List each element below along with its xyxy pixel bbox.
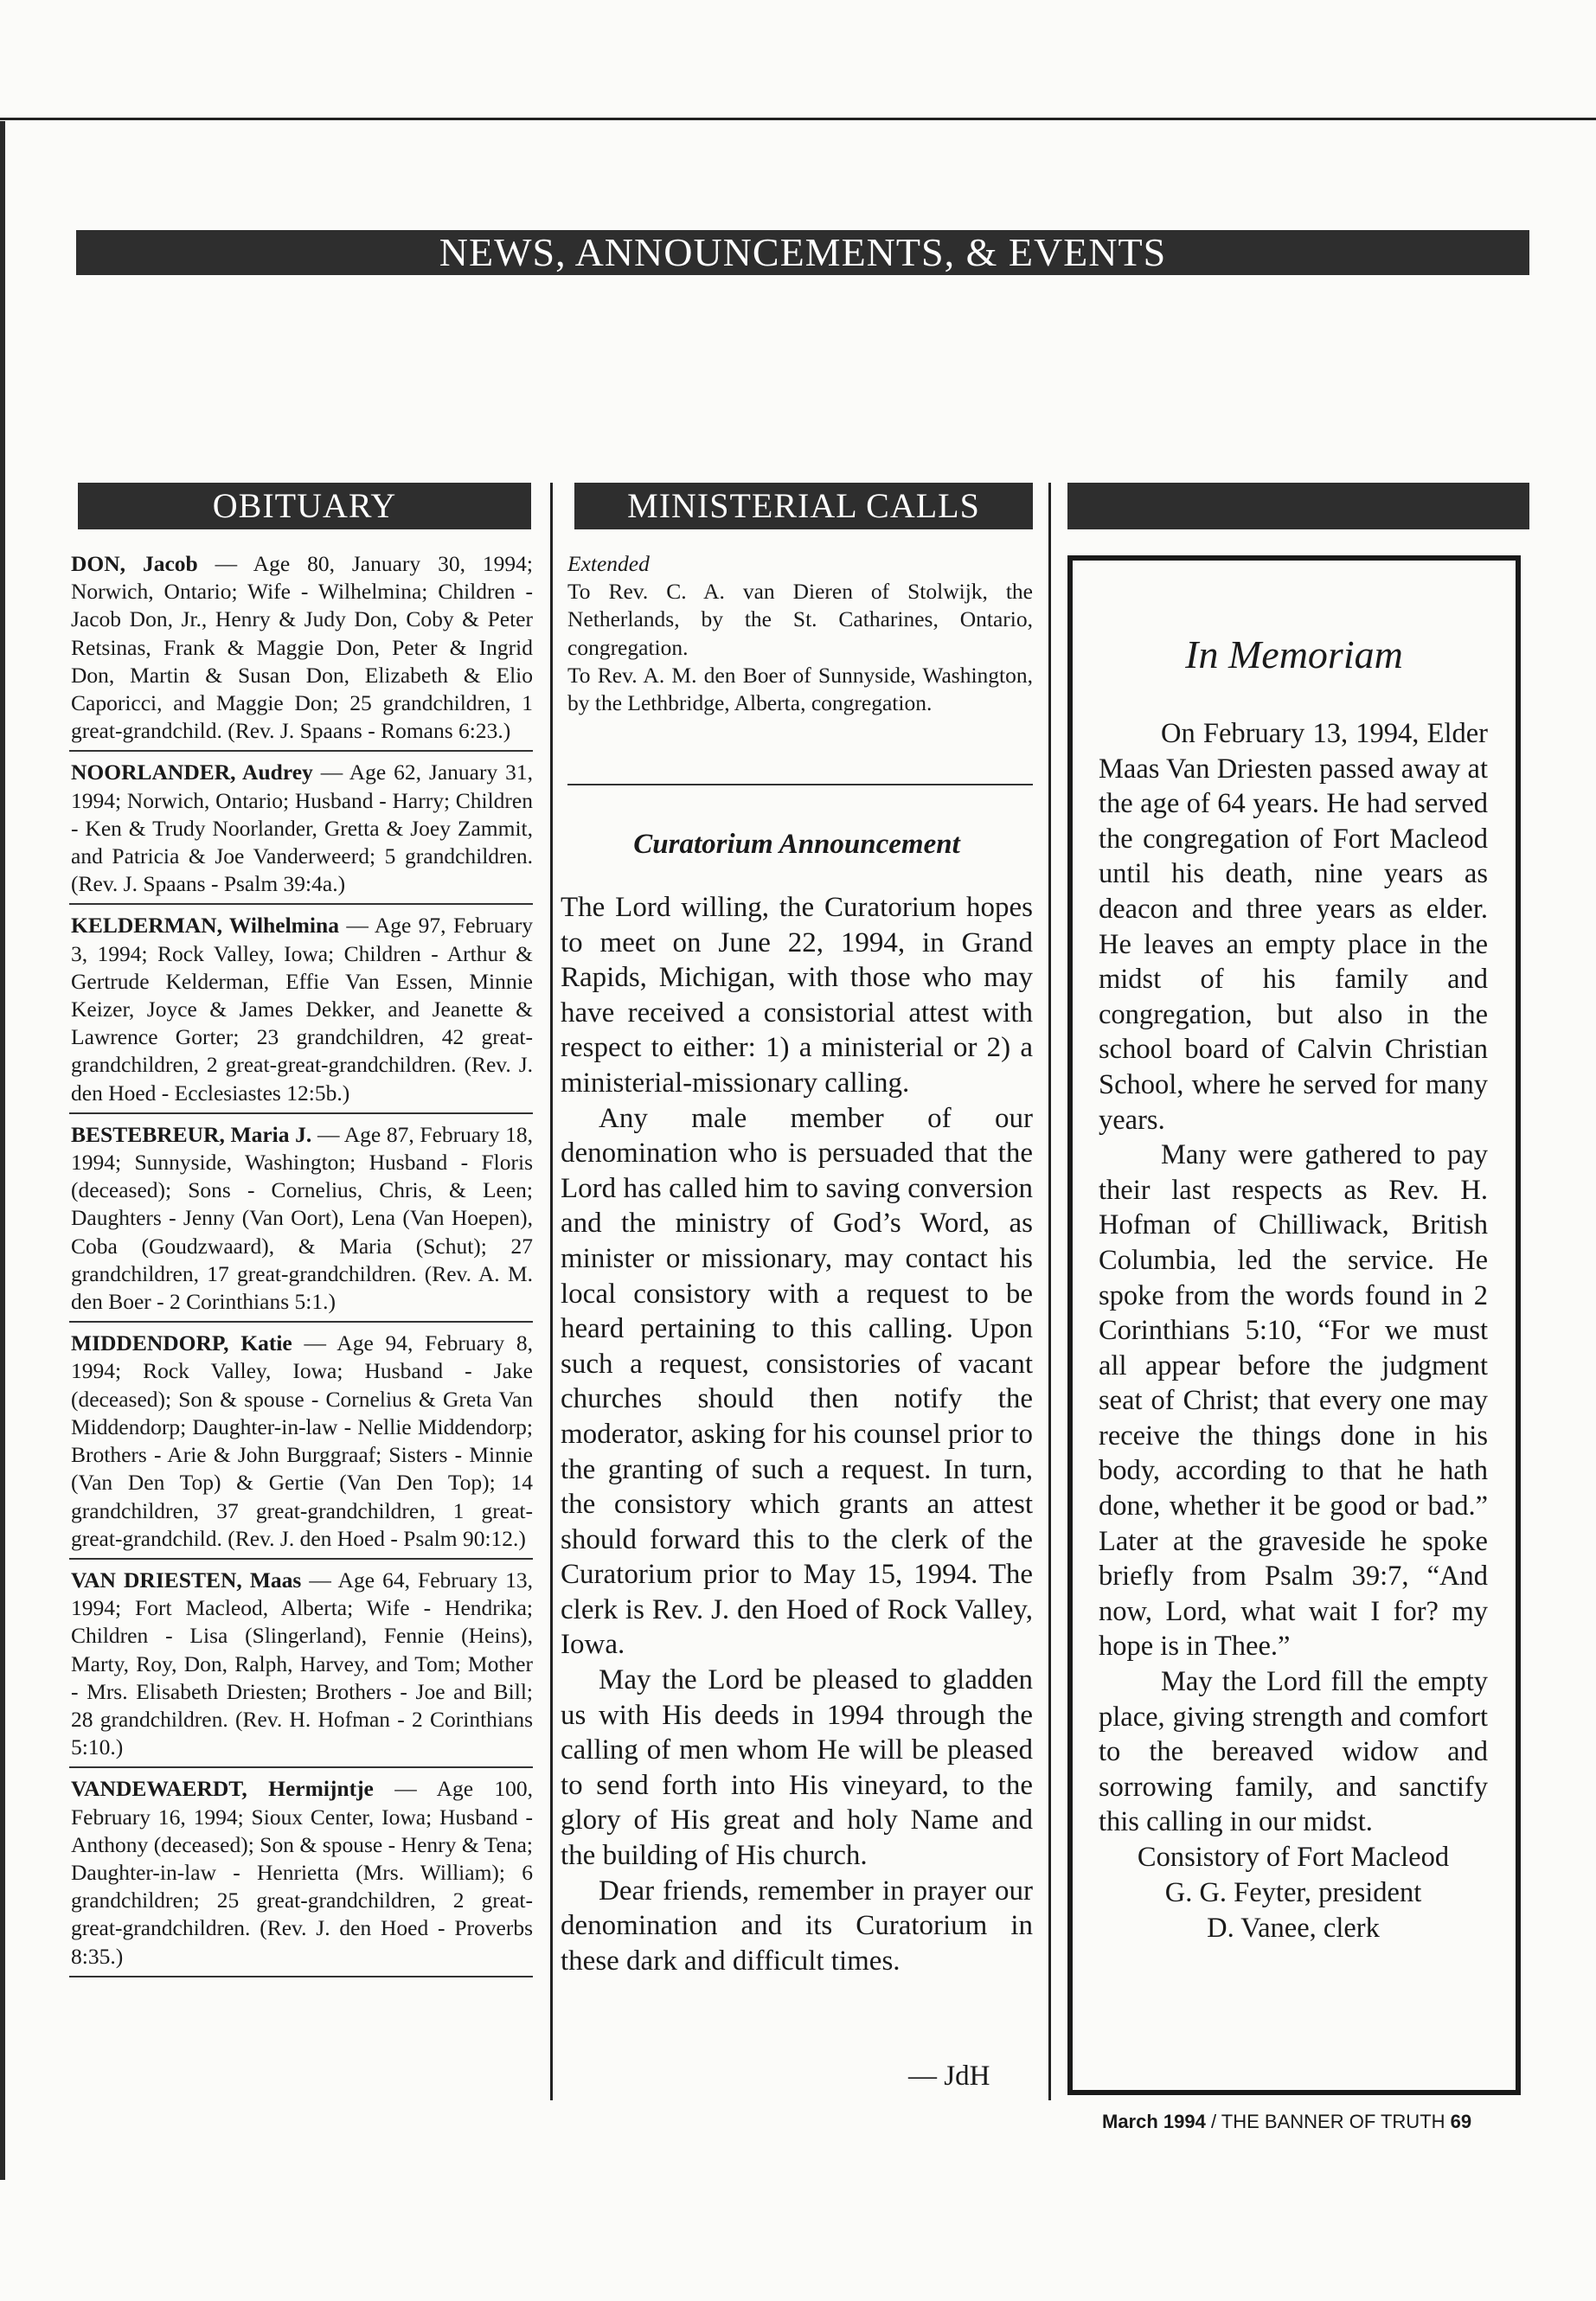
calls-divider	[567, 784, 1033, 785]
memoriam-title: In Memoriam	[1185, 632, 1403, 676]
extended-label: Extended	[567, 551, 650, 576]
obituary-entry: VANDEWAERDT, Hermijntje — Age 100, February 16, 1994; Sioux Center, Iowa; Husband - Anthony (deceased); Son & spouse - Henry & Tena; Daughter-in-law - Henrietta (Mrs. William); 6 grandchildren; 25 great-grandchildren, 2 great-great-grandchildren. (Rev. J. den Hoed - Proverbs 8:35.)	[69, 1775, 533, 1977]
memoriam-paragraph: Many were gathered to pay their last respects as Rev. H. Hofman of Chilliwack, British Columbia, led the service. He spoke from the words found in 2 Corinthians 5:10, “For we must all appear before the judgment seat of Christ; that every one may receive the things done in his body, according to that he hath done, whether it be good or bad.” Later at the graveside he spoke briefly from Psalm 39:7, “And now, Lord, what wait I for? my hope is in Thee.”	[1099, 1139, 1488, 1663]
call-entry: To Rev. C. A. van Dieren of Stolwijk, the Netherlands, by the St. Catharines, Ontario, congregation.	[567, 579, 1033, 660]
section-banner: NEWS, ANNOUNCEMENTS, & EVENTS	[76, 230, 1529, 275]
call-entry: To Rev. A. M. den Boer of Sunnyside, Washington, by the Lethbridge, Alberta, congregation.	[567, 662, 1033, 716]
obituary-entry: BESTEBREUR, Maria J. — Age 87, February 18, 1994; Sunnyside, Washington; Husband - Floris (deceased); Sons - Cornelius, Chris, & Leen; Daughters - Jenny (Van Oort), Lena (Van Hoepen), Coba (Goudzwaard), & Maria (Schut); 27 grandchildren, 17 great-grandchildren. (Rev. A. M. den Boer - 2 Corinthians 5:1.)	[69, 1121, 533, 1323]
curatorium-signature: — JdH	[908, 2061, 990, 2092]
memoriam-signers	[1099, 1840, 1488, 1946]
curatorium-title: Curatorium Announcement	[633, 829, 960, 860]
curatorium-paragraph: The Lord willing, the Curatorium hopes to meet on June 22, 1994, in Grand Rapids, Michigan, with those who may have received a consistorial attest with respect to either: 1) a ministerial or 2) a ministerial-missionary calling.	[561, 892, 1033, 1099]
signer-line: D. Vanee, clerk	[1207, 1913, 1380, 1944]
memoriam-heading-bar	[1067, 483, 1529, 529]
curatorium-paragraph: May the Lord be pleased to gladden us with His deeds in 1994 through the calling of men whom He will be pleased to send forth into His vineyard, to the glory of His great and holy Name and the building of His church.	[561, 1664, 1033, 1872]
obituary-entry: DON, Jacob — Age 80, January 30, 1994; Norwich, Ontario; Wife - Wilhelmina; Children - Jacob Don, Jr., Henry & Judy Don, Coby & Peter Retsinas, Frank & Maggie Don, Peter & Ingrid Don, Martin & Susan Don, Elizabeth & Elio Caporicci, and Maggie Don; 25 grandchildren, 1 great-grandchild. (Rev. J. Spaans - Romans 6:23.)	[69, 550, 533, 752]
in-memoriam-box	[1067, 555, 1521, 2095]
ministerial-calls-heading: MINISTERIAL CALLS	[574, 483, 1033, 529]
footer-month: March 1994	[1102, 2111, 1206, 2132]
obituary-entry: KELDERMAN, Wilhelmina — Age 97, February 3, 1994; Rock Valley, Iowa; Children - Arthur & Gertrude Kelderman, Effie Van Essen, Minnie Keizer, Joyce & James Dekker, and Jeanette & Lawrence Gorter; 23 grandchildren, 42 great-grandchildren, 2 great-great-grandchildren. (Rev. J. den Hoed - Ecclesiastes 12:5b.)	[69, 912, 533, 1113]
obituary-heading: OBITUARY	[78, 483, 531, 529]
signer-line: Consistory of Fort Macleod	[1137, 1842, 1450, 1873]
top-rule	[0, 118, 1596, 120]
footer-publication: / THE BANNER OF TRUTH	[1205, 2111, 1451, 2132]
obituary-entry: VAN DRIESTEN, Maas — Age 64, February 13, 1994; Fort Macleod, Alberta; Wife - Hendrika; Children - Lisa (Slingerland), Fennie (Heins), Marty, Roy, Don, Ralph, Harvey, and Tom; Mother - Mrs. Elisabeth Driesten; Brothers - Joe and Bill; 28 grandchildren. (Rev. H. Hofman - 2 Corinthians 5:10.)	[69, 1567, 533, 1768]
page-footer	[1102, 2111, 1471, 2133]
ministerial-calls-list	[567, 550, 1033, 717]
signer-line: G. G. Feyter, president	[1164, 1877, 1422, 1908]
obituary-list	[69, 550, 533, 1984]
footer-page-number: 69	[1450, 2111, 1472, 2132]
memoriam-paragraph: May the Lord fill the empty place, giving strength and comfort to the bereaved widow and sorrowing family, and sanctify this calling in our midst.	[1099, 1666, 1488, 1838]
obituary-entry: NOORLANDER, Audrey — Age 62, January 31, 1994; Norwich, Ontario; Husband - Harry; Children - Ken & Trudy Noorlander, Gretta & Joey Zammit, and Patricia & Joe Vanderweerd; 5 grandchildren. (Rev. J. Spaans - Psalm 39:4a.)	[69, 759, 533, 905]
curatorium-paragraph: Any male member of our denomination who is persuaded that the Lord has called him to saving conversion and the ministry of God’s Word, as minister or missionary, may contact his local consistory with a request to be heard pertaining to this calling. Upon such a request, consistories of vacant churches should then notify the moderator, asking for his counsel prior to the granting of such a request. In turn, the consistory which grants an attest should forward this to the clerk of the Curatorium prior to May 15, 1994. The clerk is Rev. J. den Hoed of Rock Valley, Iowa.	[561, 1102, 1033, 1661]
obituary-entry: MIDDENDORP, Katie — Age 94, February 8, 1994; Rock Valley, Iowa; Husband - Jake (deceased); Son & spouse - Cornelius & Greta Van Middendorp; Daughter-in-law - Nellie Middendorp; Brothers - Arie & John Burggraaf; Sisters - Minnie (Van Den Top) & Gertie (Van Den Top); 14 grandchildren, 37 great-grandchildren, 1 great-great-grandchild. (Rev. J. den Hoed - Psalm 90:12.)	[69, 1330, 533, 1560]
memoriam-paragraph: On February 13, 1994, Elder Maas Van Driesten passed away at the age of 64 years. He had served the congregation of Fort Macleod until his death, nine years as deacon and three years as elder. He leaves an empty place in the midst of his family and congregation, but also in the school board of Calvin Christian School, where he served for many years.	[1099, 718, 1488, 1136]
page-edge-shadow	[0, 121, 5, 2180]
column-divider-right	[1048, 483, 1051, 2100]
curatorium-paragraph: Dear friends, remember in prayer our denomination and its Curatorium in these dark and difficult times.	[561, 1875, 1033, 1977]
column-divider-left	[550, 483, 553, 2100]
curatorium-announcement	[561, 829, 1033, 1978]
